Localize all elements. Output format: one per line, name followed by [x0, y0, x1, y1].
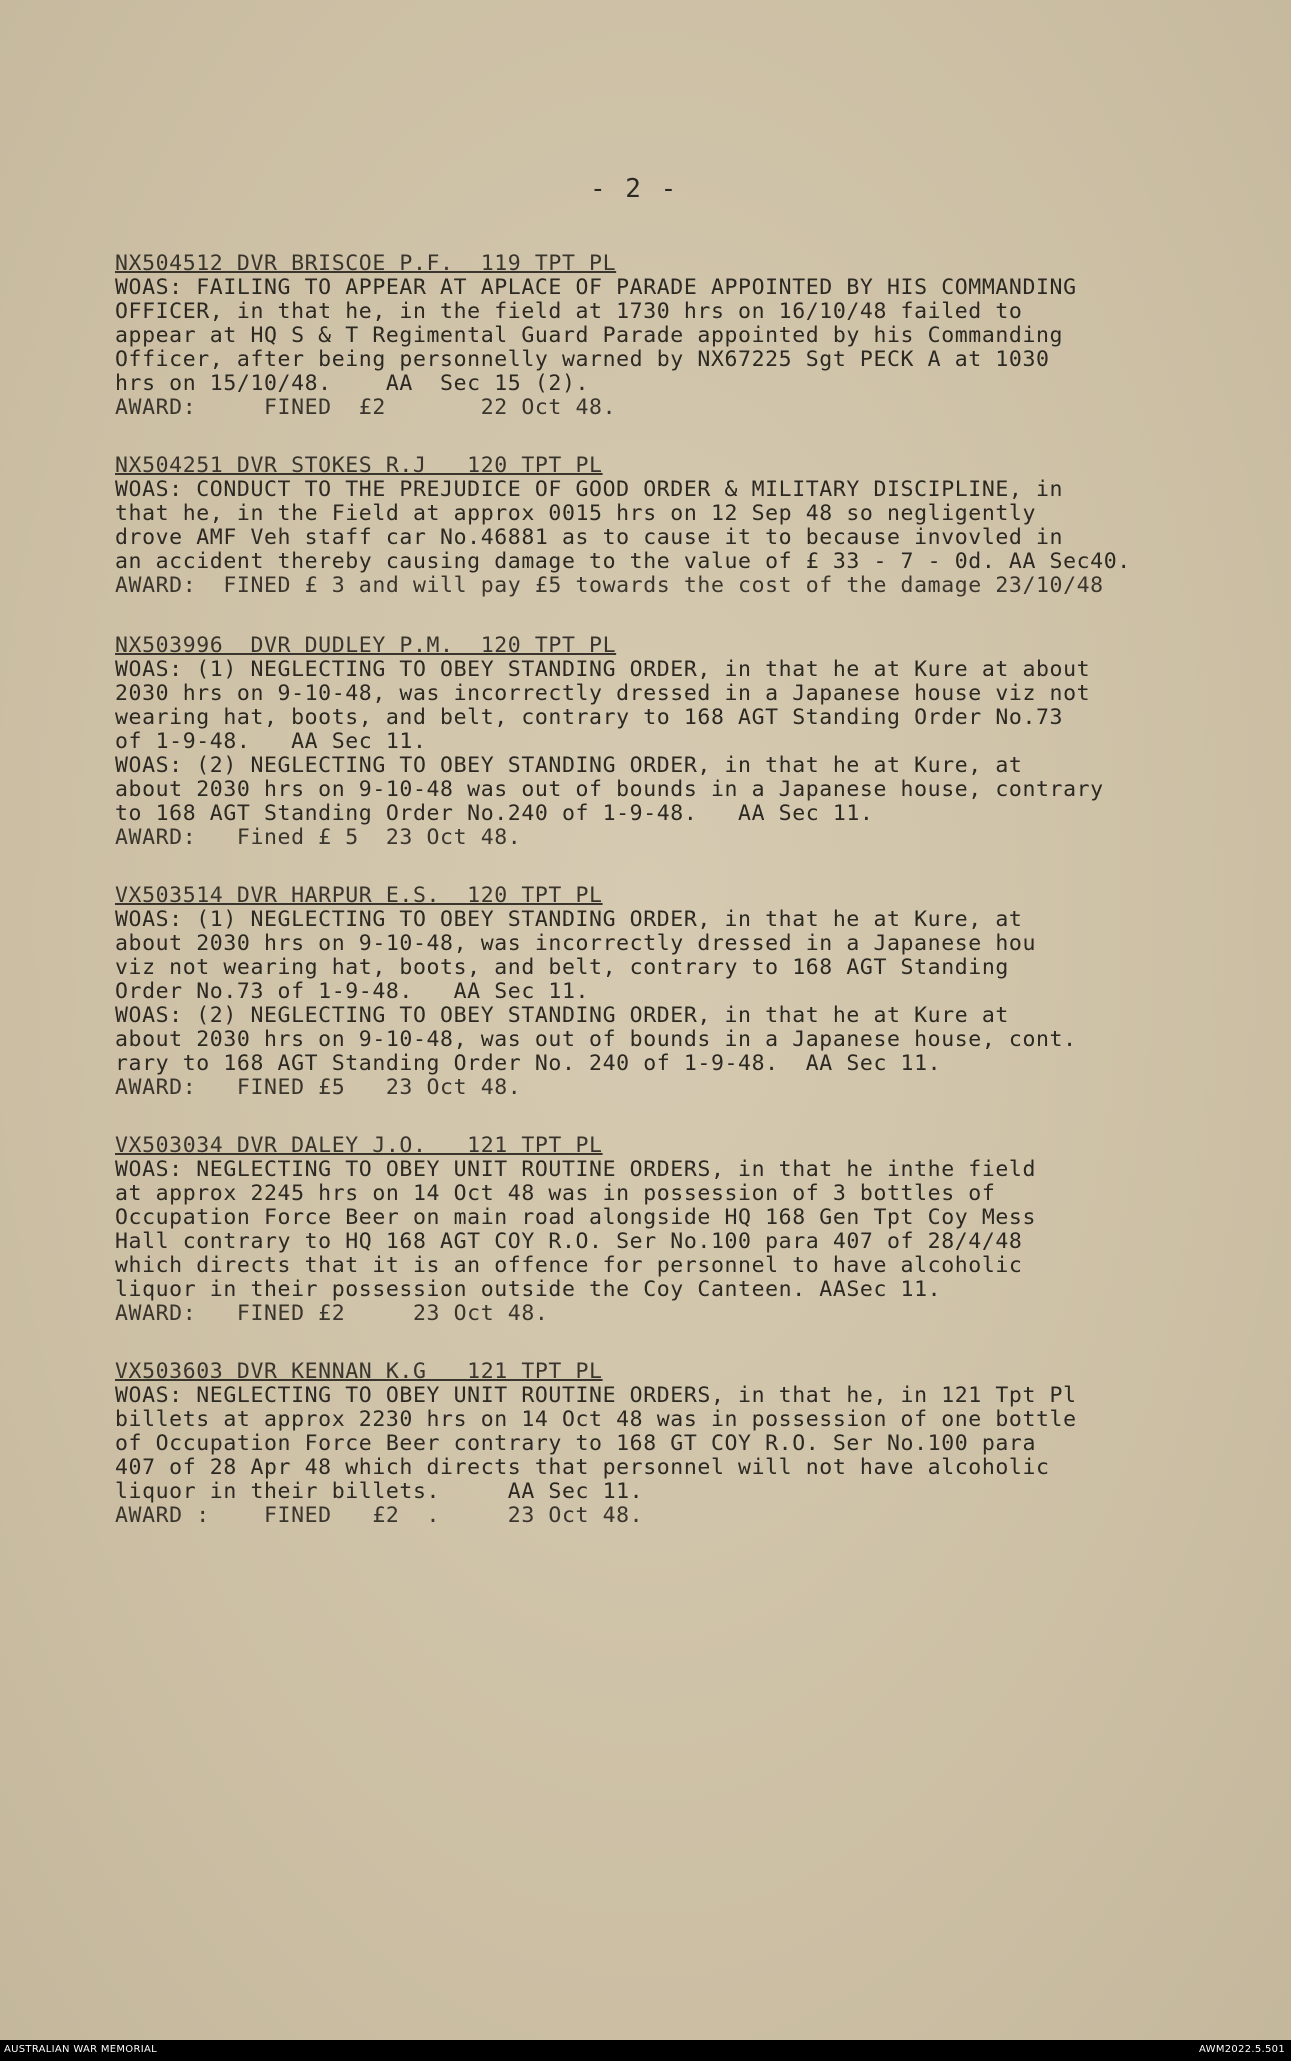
entry-award: AWARD: Fined £ 5 23 Oct 48. — [115, 825, 522, 850]
entry-line: WOAS: NEGLECTING TO OBEY UNIT ROUTINE ORDERS, in that he inthe field — [115, 1157, 1036, 1182]
page-number: - 2 - — [590, 174, 679, 204]
entry-line: of Occupation Force Beer contrary to 168 GT COY R.O. Ser No.100 para — [115, 1431, 1036, 1456]
entry-line: drove AMF Veh staff car No.46881 as to cause it to because invovled in — [115, 525, 1064, 550]
footer-institution: AUSTRALIAN WAR MEMORIAL — [4, 2044, 157, 2055]
entry-line: WOAS: (2) NEGLECTING TO OBEY STANDING ORDER, in that he at Kure at — [115, 1003, 1009, 1028]
footer-bar — [0, 2040, 1291, 2061]
entry-line: at approx 2245 hrs on 14 Oct 48 was in possession of 3 bottles of — [115, 1181, 996, 1206]
entry-header: VX503514 DVR HARPUR E.S. 120 TPT PL — [115, 883, 603, 908]
entry-award: AWARD: FINED £2 23 Oct 48. — [115, 1301, 549, 1326]
entry-line: OFFICER, in that he, in the field at 1730 hrs on 16/10/48 failed to — [115, 299, 1023, 324]
entry-line: 2030 hrs on 9-10-48, was incorrectly dressed in a Japanese house viz not — [115, 681, 1091, 706]
entry-line: about 2030 hrs on 9-10-48, was incorrectly dressed in a Japanese hou — [115, 931, 1036, 956]
entry-line: rary to 168 AGT Standing Order No. 240 of 1-9-48. AA Sec 11. — [115, 1051, 942, 1076]
entry-line: 407 of 28 Apr 48 which directs that personnel will not have alcoholic — [115, 1455, 1050, 1480]
entry-award: AWARD : FINED £2 . 23 Oct 48. — [115, 1503, 644, 1528]
entry-line: about 2030 hrs on 9-10-48, was out of bounds in a Japanese house, cont. — [115, 1027, 1077, 1052]
footer-accession-number: AWM2022.5.501 — [1199, 2044, 1285, 2055]
entry-line: viz not wearing hat, boots, and belt, contrary to 168 AGT Standing — [115, 955, 1009, 980]
entry-header: VX503603 DVR KENNAN K.G 121 TPT PL — [115, 1359, 603, 1384]
entry-header: VX503034 DVR DALEY J.O. 121 TPT PL — [115, 1133, 603, 1158]
offence-entry-daley — [115, 1134, 1225, 1326]
entry-line: liquor in their possession outside the Coy Canteen. AASec 11. — [115, 1277, 942, 1302]
entry-line: WOAS: (1) NEGLECTING TO OBEY STANDING ORDER, in that he at Kure, at — [115, 907, 1023, 932]
offence-entry-stokes — [115, 454, 1225, 598]
entry-line: liquor in their billets. AA Sec 11. — [115, 1479, 644, 1504]
entry-line: WOAS: NEGLECTING TO OBEY UNIT ROUTINE ORDERS, in that he, in 121 Tpt Pl — [115, 1383, 1077, 1408]
entry-line: WOAS: CONDUCT TO THE PREJUDICE OF GOOD ORDER & MILITARY DISCIPLINE, in — [115, 477, 1064, 502]
entry-line: Order No.73 of 1-9-48. AA Sec 11. — [115, 979, 590, 1004]
entry-line: of 1-9-48. AA Sec 11. — [115, 729, 427, 754]
entry-award: AWARD: FINED £5 23 Oct 48. — [115, 1075, 522, 1100]
offence-entry-dudley — [115, 634, 1225, 850]
entry-line: Officer, after being personnelly warned by NX67225 Sgt PECK A at 1030 — [115, 347, 1050, 372]
entry-line: WOAS: FAILING TO APPEAR AT APLACE OF PARADE APPOINTED BY HIS COMMANDING — [115, 275, 1077, 300]
entry-header: NX504251 DVR STOKES R.J 120 TPT PL — [115, 453, 603, 478]
entry-line: billets at approx 2230 hrs on 14 Oct 48 was in possession of one bottle — [115, 1407, 1077, 1432]
entry-line: appear at HQ S & T Regimental Guard Parade appointed by his Commanding — [115, 323, 1064, 348]
entry-header: NX504512 DVR BRISCOE P.F. 119 TPT PL — [115, 251, 617, 276]
entry-line: WOAS: (1) NEGLECTING TO OBEY STANDING ORDER, in that he at Kure at about — [115, 657, 1091, 682]
entry-line: wearing hat, boots, and belt, contrary to 168 AGT Standing Order No.73 — [115, 705, 1064, 730]
offence-entry-kennan — [115, 1360, 1225, 1528]
entry-line: to 168 AGT Standing Order No.240 of 1-9-48. AA Sec 11. — [115, 801, 874, 826]
entry-line: hrs on 15/10/48. AA Sec 15 (2). — [115, 371, 590, 396]
entry-line: which directs that it is an offence for personnel to have alcoholic — [115, 1253, 1023, 1278]
offence-entry-harpur — [115, 884, 1225, 1100]
entry-line: WOAS: (2) NEGLECTING TO OBEY STANDING ORDER, in that he at Kure, at — [115, 753, 1023, 778]
entry-line: an accident thereby causing damage to the value of £ 33 - 7 - 0d. AA Sec40. — [115, 549, 1131, 574]
entry-line: about 2030 hrs on 9-10-48 was out of bounds in a Japanese house, contrary — [115, 777, 1104, 802]
entry-header: NX503996 DVR DUDLEY P.M. 120 TPT PL — [115, 633, 617, 658]
entry-line: Occupation Force Beer on main road alongside HQ 168 Gen Tpt Coy Mess — [115, 1205, 1036, 1230]
entry-line: AWARD: FINED £ 3 and will pay £5 towards the cost of the damage 23/10/48 — [115, 573, 1104, 598]
entry-line: Hall contrary to HQ 168 AGT COY R.O. Ser No.100 para 407 of 28/4/48 — [115, 1229, 1023, 1254]
entry-award: AWARD: FINED £2 22 Oct 48. — [115, 395, 617, 420]
entry-line: that he, in the Field at approx 0015 hrs on 12 Sep 48 so negligently — [115, 501, 1036, 526]
offence-entry-briscoe — [115, 252, 1225, 420]
